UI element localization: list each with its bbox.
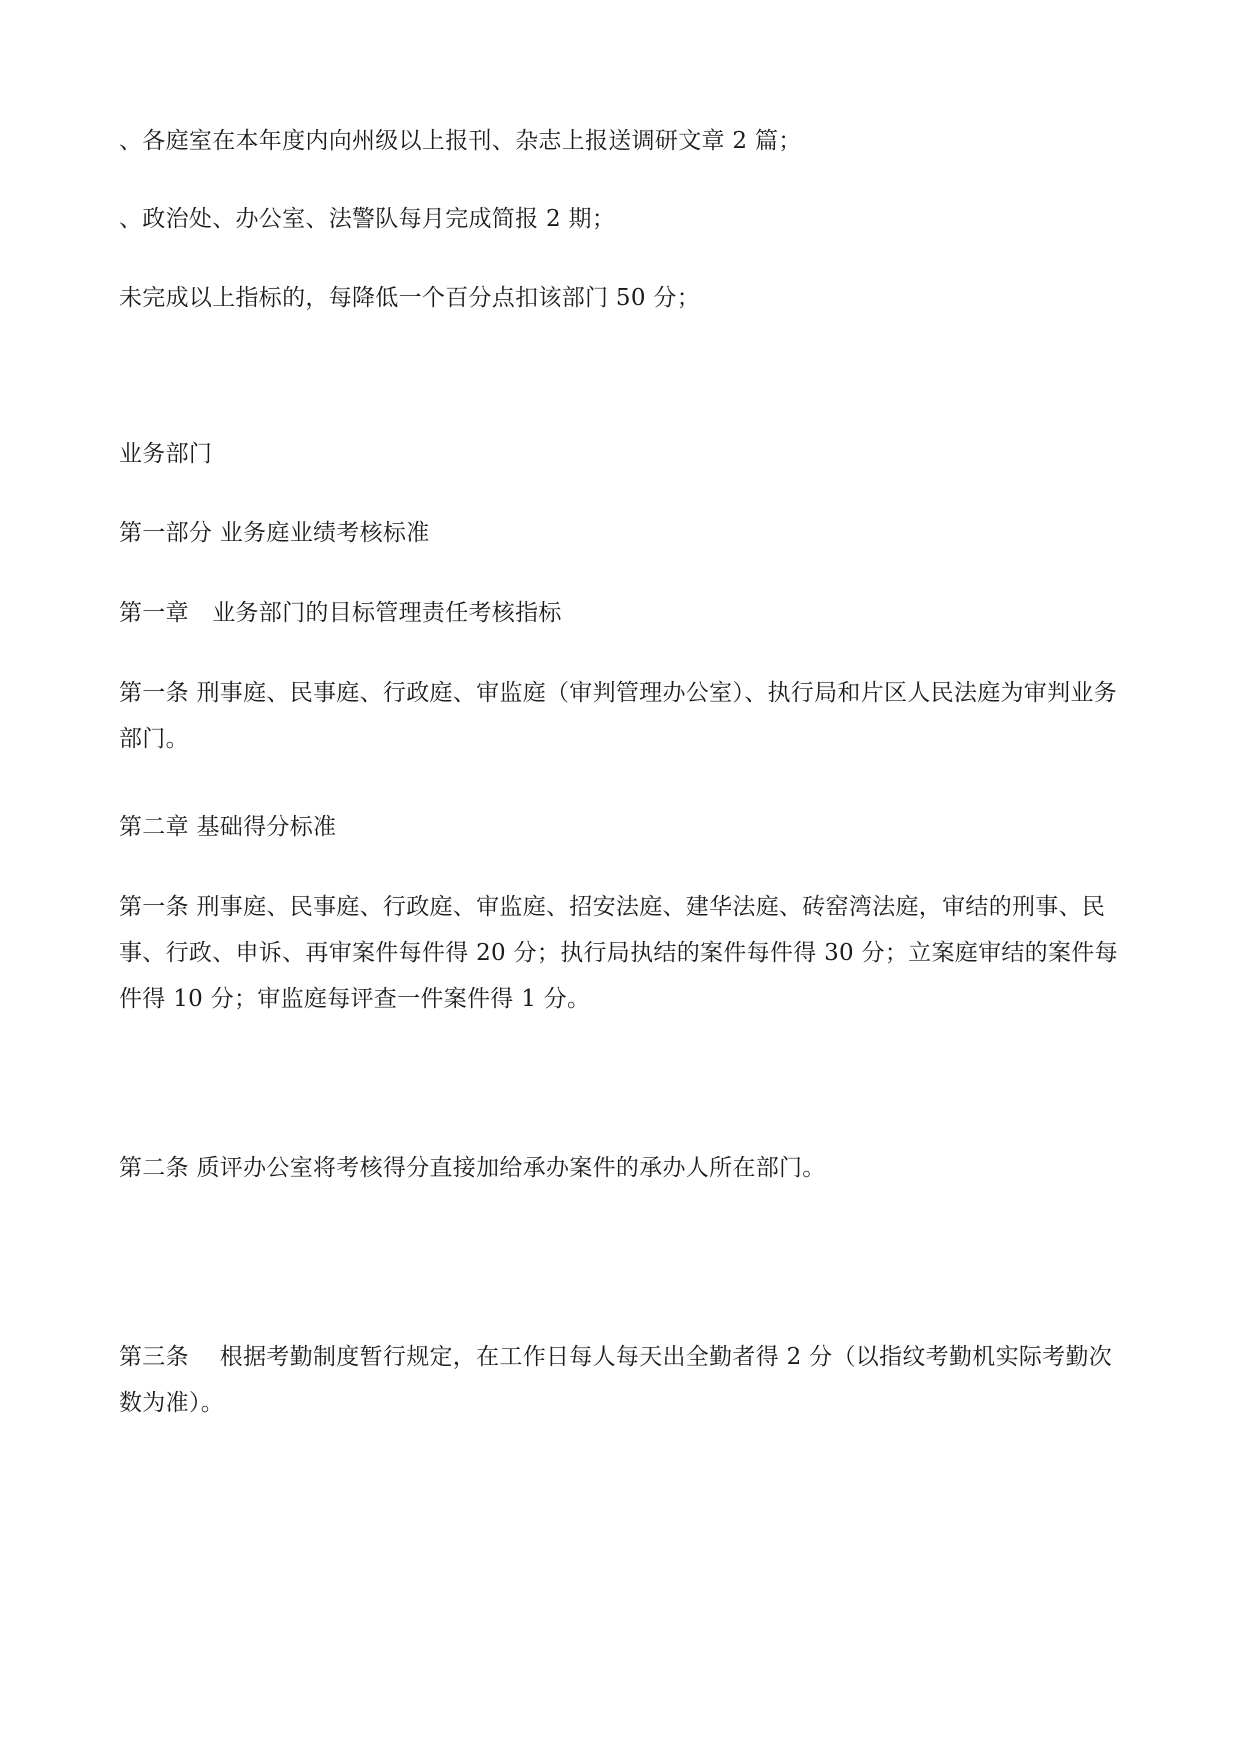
chapter-two-article-one: 第一条 刑事庭、民事庭、行政庭、审监庭、招安法庭、建华法庭、砖窑湾法庭，审结的刑事、民事、行政、申诉、再审案件每件得 20 分；执行局执结的案件每件得 30 分；立案庭审结的案件每件得 10 分；审监庭每评查一件案件得 1 分。 <box>119 894 1118 1012</box>
section-heading-business-departments: 业务部门 <box>119 441 213 467</box>
chapter-one-article-one: 第一条 刑事庭、民事庭、行政庭、审监庭（审判管理办公室）、执行局和片区人民法庭为审判业务部门。 <box>119 680 1118 752</box>
chapter-two-article-two: 第二条 质评办公室将考核得分直接加给承办案件的承办人所在部门。 <box>119 1155 826 1181</box>
paragraph-briefings: 、政治处、办公室、法警队每月完成简报 2 期； <box>119 206 616 232</box>
chapter-two-heading: 第二章 基础得分标准 <box>119 814 337 840</box>
chapter-two-article-three: 第三条 根据考勤制度暂行规定，在工作日每人每天出全勤者得 2 分（以指纹考勤机实际考勤次数为准）。 <box>119 1344 1113 1416</box>
part-heading: 第一部分 业务庭业绩考核标准 <box>119 520 430 546</box>
paragraph-research-articles: 、各庭室在本年度内向州级以上报刊、杂志上报送调研文章 2 篇； <box>119 128 802 154</box>
chapter-one-heading: 第一章 业务部门的目标管理责任考核指标 <box>119 600 562 626</box>
paragraph-penalty: 未完成以上指标的，每降低一个百分点扣该部门 50 分； <box>119 285 700 311</box>
